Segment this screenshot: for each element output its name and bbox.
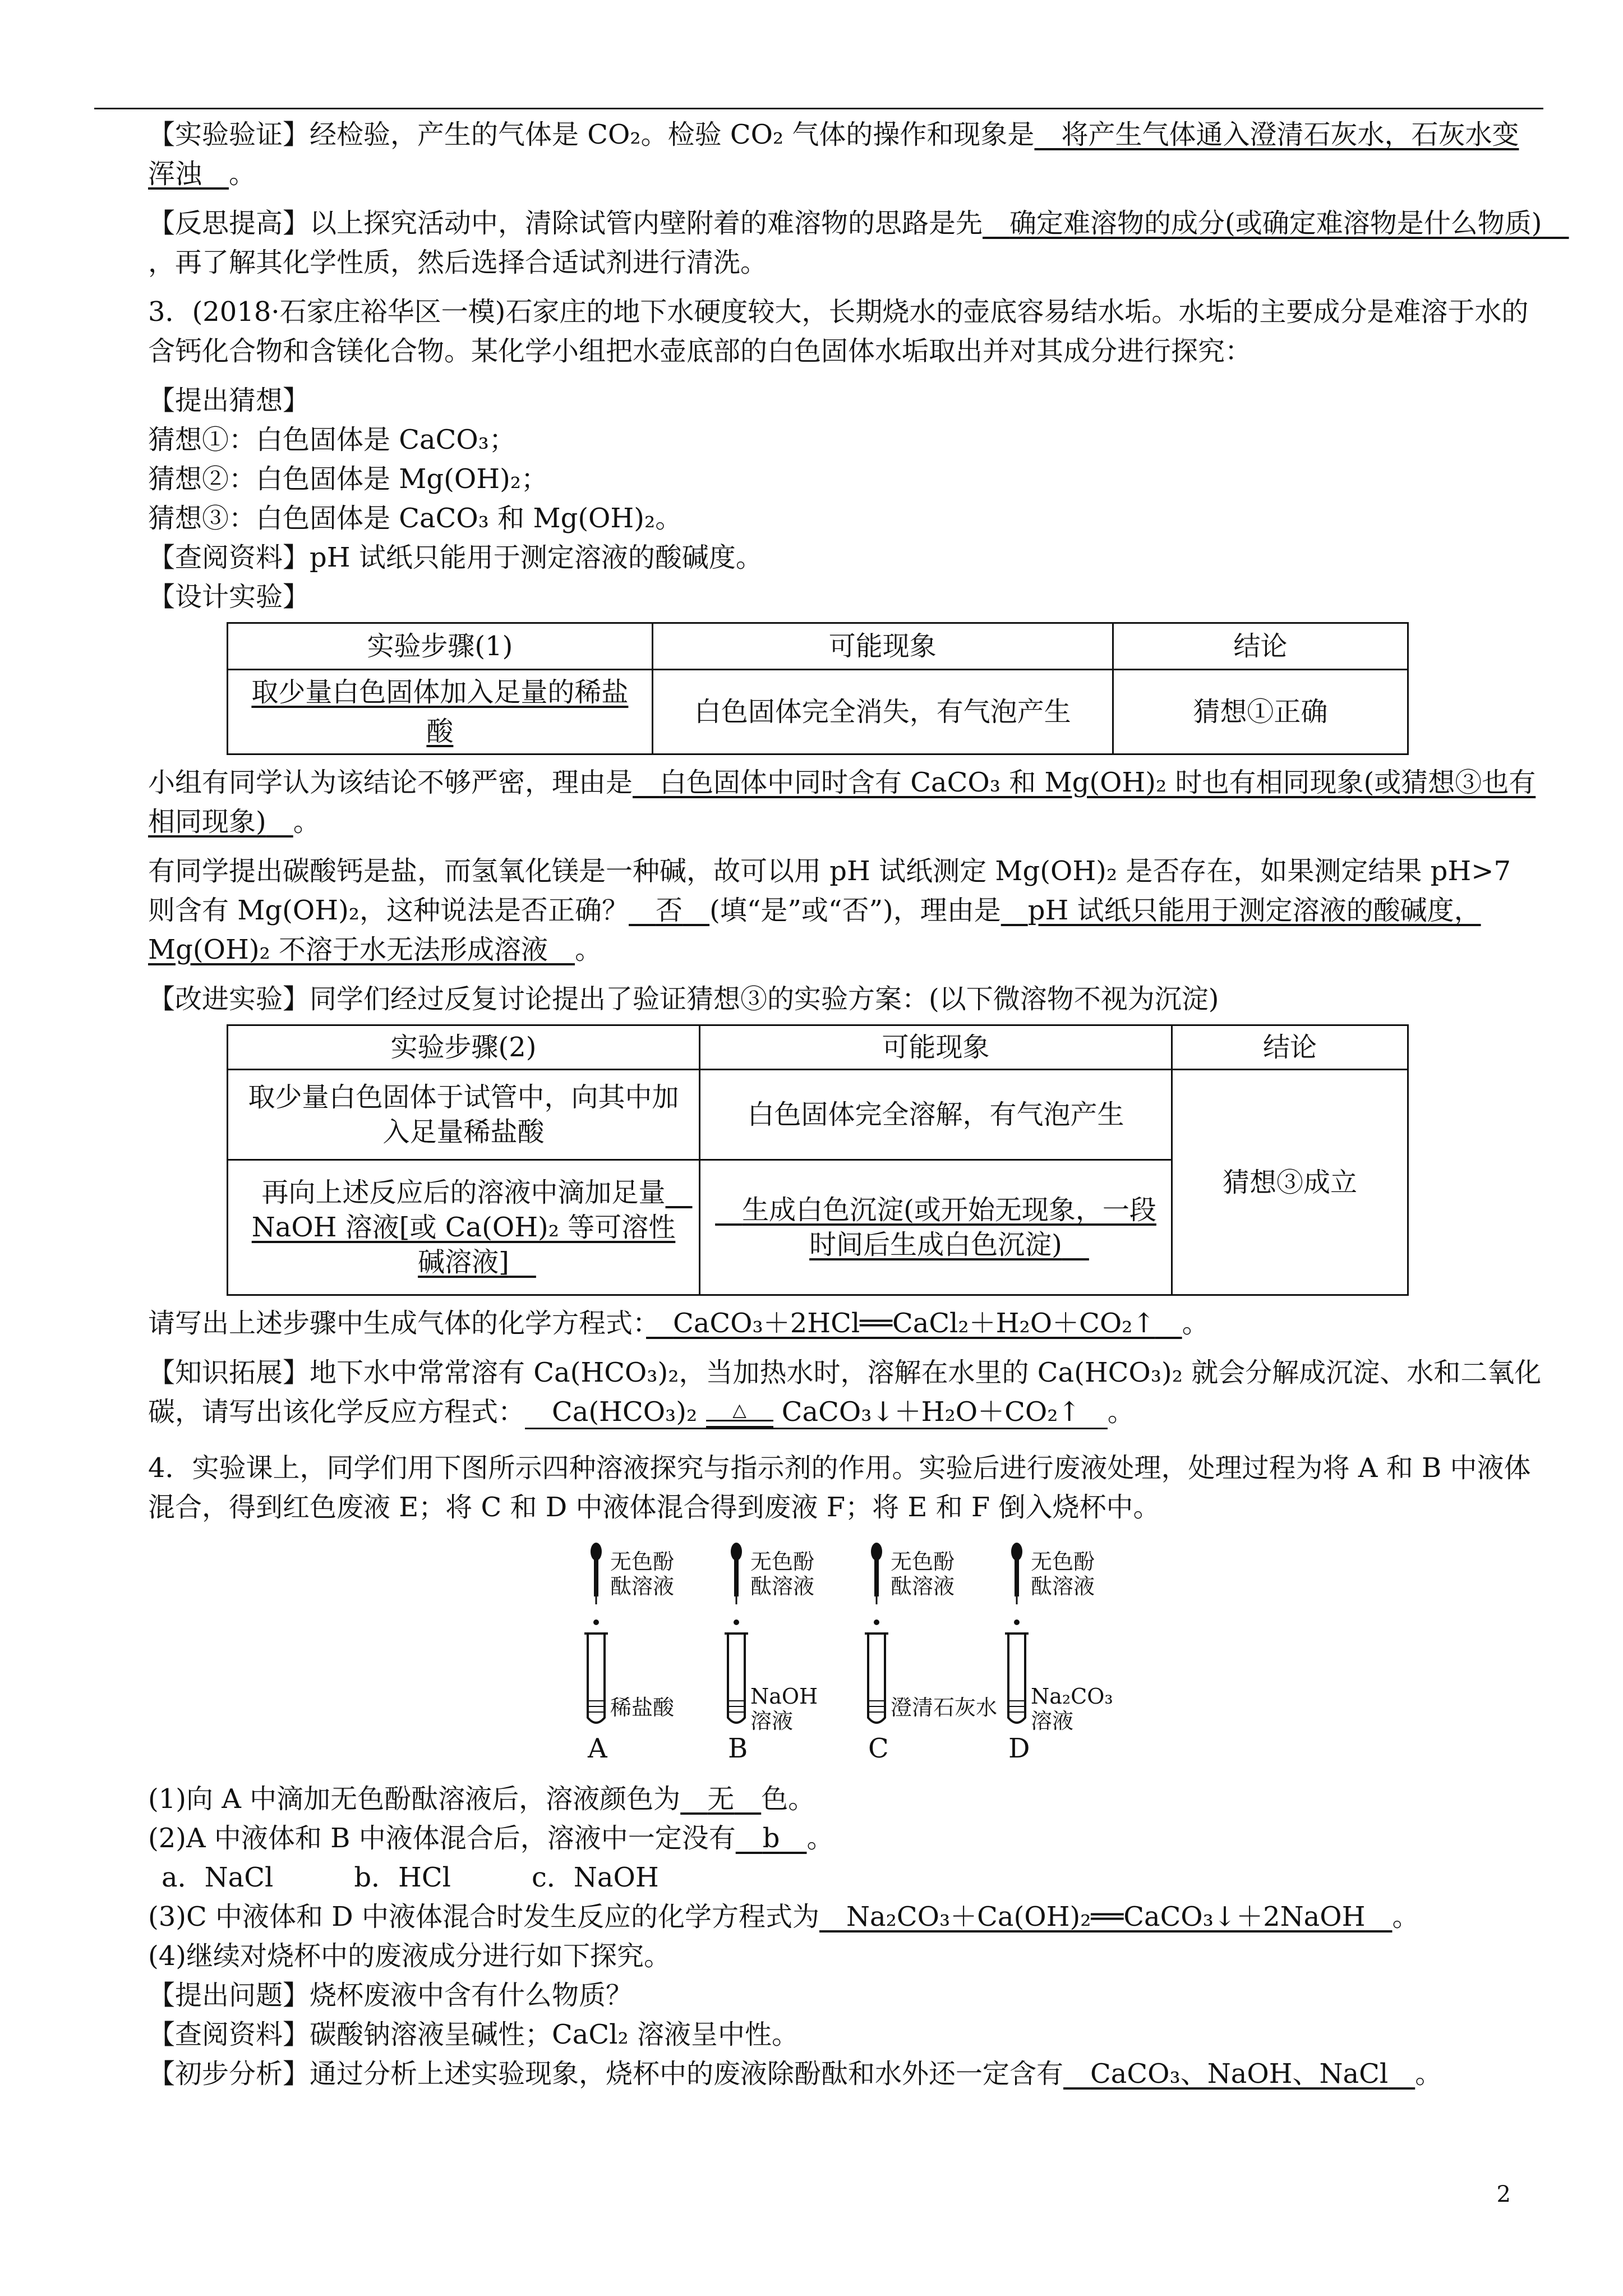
header-rule	[94, 108, 1543, 109]
tube-letter: B	[728, 1733, 748, 1764]
liquid-label: Na₂CO₃溶液	[1031, 1684, 1113, 1733]
reflect-paragraph	[94, 204, 1543, 282]
table-cell: 白色固体完全溶解，有气泡产生	[700, 1070, 1172, 1160]
dropper-label: 无色酚酞溶液	[750, 1549, 815, 1599]
info-paragraph: 【查阅资料】pH 试纸只能用于测定溶液的酸碱度。	[148, 542, 763, 573]
table-header: 可能现象	[700, 1025, 1172, 1070]
info-paragraph-2: 【查阅资料】碳酸钠溶液呈碱性；CaCl₂ 溶液呈中性。	[148, 2019, 799, 2050]
dropper-label: 无色酚酞溶液	[610, 1549, 675, 1599]
answer-text: CaCO₃＋2HCl══CaCl₂＋H₂O＋CO₂↑	[673, 1308, 1155, 1339]
table-cell: 猜想③成立	[1172, 1070, 1408, 1295]
section-tag: 【提出猜想】	[148, 385, 310, 416]
tube-d-group	[986, 1538, 1126, 1768]
body-text: 以上探究活动中，清除试管内壁附着的难溶物的思路是先	[310, 208, 983, 239]
tube-c-group	[846, 1538, 998, 1768]
answer-text: CaCO₃、NaOH、NaCl	[1090, 2058, 1389, 2090]
question-3-intro: 3．(2018·石家庄裕华区一模)石家庄的地下水硬度较大，长期烧水的壶底容易结水垢。水垢的主要成分是难溶于水的含钙化合物和含镁化合物。某化学小组把水壶底部的白色固体水垢取出并对其成分进行探究：	[148, 296, 1529, 367]
document-body	[94, 115, 1543, 2093]
answer-text: b	[762, 1823, 780, 1854]
table-cell: 再向上述反应后的溶液中滴加足量 NaOH 溶液[或 Ca(OH)₂ 等可溶性碱溶液]	[228, 1160, 700, 1295]
tube-letter: A	[588, 1733, 607, 1764]
q4-sub-2: (2)A 中液体和 B 中液体混合后，溶液中一定没有 b 。	[148, 1823, 834, 1854]
answer-text: pH 试纸只能用于测定溶液的酸碱度，Mg(OH)₂ 不溶于水无法形成溶液	[148, 895, 1481, 965]
answer-text: 白色固体中同时含有 CaCO₃ 和 Mg(OH)₂ 时也有相同现象(或猜想③也有相同现象)	[148, 767, 1536, 838]
body-text: 经检验，产生的气体是 CO₂。检验 CO₂ 气体的操作和现象是	[310, 119, 1035, 150]
table-cell: 取少量白色固体于试管中，向其中加入足量稀盐酸	[228, 1070, 700, 1160]
q4-sub-3: (3)C 中液体和 D 中液体混合时发生反应的化学方程式为 Na₂CO₃＋Ca(OH)₂══CaCO₃↓＋2NaOH 。	[148, 1901, 1419, 1932]
dropper-label: 无色酚酞溶液	[1031, 1549, 1095, 1599]
guess-2: 猜想②：白色固体是 Mg(OH)₂；	[148, 463, 548, 495]
table-cell: 取少量白色固体加入足量的稀盐酸	[228, 670, 653, 754]
liquid-label: NaOH溶液	[750, 1684, 818, 1733]
table-header-row	[228, 623, 1408, 670]
dropper-label: 无色酚酞溶液	[891, 1549, 955, 1599]
answer-text: 确定难溶物的成分(或确定难溶物是什么物质)	[1009, 208, 1542, 239]
table-cell: 生成白色沉淀(或开始无现象，一段时间后生成白色沉淀)	[700, 1160, 1172, 1295]
extension-paragraph: 【知识拓展】地下水中常常溶有 Ca(HCO₃)₂，当加热水时，溶解在水里的 Ca(HCO₃)₂ 就会分解成沉淀、水和二氧化碳，请写出该化学反应方程式： Ca(HCO₃)₂ △ CaCO₃↓＋H₂O＋CO₂↑ 。	[94, 1353, 1543, 1432]
section-tag: 【反思提高】	[148, 208, 310, 239]
answer-text: 无	[707, 1783, 735, 1815]
answer-text: 将产生气体通入澄清石灰水，石灰水变浑浊	[148, 119, 1519, 190]
section-tag: 【实验验证】	[148, 119, 310, 150]
table-header-row	[228, 1025, 1408, 1070]
improve-paragraph: 【改进实验】同学们经过反复讨论提出了验证猜想③的实验方案：(以下微溶物不视为沉淀)	[148, 983, 1219, 1015]
question-4-intro: 4．实验课上，同学们用下图所示四种溶液探究与指示剂的作用。实验后进行废液处理，处理过程为将 A 和 B 中液体混合，得到红色废液 E；将 C 和 D 中液体混合得到废液 F；将 E 和 F 倒入烧杯中。	[148, 1452, 1531, 1523]
page-number: 2	[1496, 2182, 1511, 2207]
tube-letter: C	[868, 1733, 889, 1764]
experiment-table-1	[227, 622, 1409, 755]
table-cell: 猜想①正确	[1113, 670, 1408, 754]
answer-text: Ca(HCO₃)₂ △ CaCO₃↓＋H₂O＋CO₂↑	[525, 1396, 1108, 1429]
guess-3: 猜想③：白色固体是 CaCO₃ 和 Mg(OH)₂。	[148, 503, 683, 534]
experiment-table-2	[227, 1024, 1409, 1296]
q4-sub-4: (4)继续对烧杯中的废液成分进行如下探究。	[148, 1940, 671, 1972]
test-tube-figure	[565, 1538, 1126, 1768]
analysis-paragraph: 【初步分析】通过分析上述实验现象，烧杯中的废液除酚酞和水外还一定含有 CaCO₃、NaOH、NaCl 。	[148, 2058, 1442, 2090]
table-header: 结论	[1113, 623, 1408, 670]
table-cell: 白色固体完全消失，有气泡产生	[652, 670, 1113, 754]
section-tag: 【设计实验】	[148, 581, 310, 613]
q4-sub-1: (1)向 A 中滴加无色酚酞溶液后，溶液颜色为 无 色。	[148, 1783, 815, 1815]
paragraph-ph: 有同学提出碳酸钙是盐，而氢氧化镁是一种碱，故可以用 pH 试纸测定 Mg(OH)₂ 是否存在，如果测定结果 pH>7 则含有 Mg(OH)₂，这种说法是否正确？ 否 (填“是”或“否”)，理由是 pH 试纸只能用于测定溶液的酸碱度，Mg(OH)₂ 不溶于水无法形成溶液 。	[148, 855, 1511, 965]
answer-text: Na₂CO₃＋Ca(OH)₂══CaCO₃↓＋2NaOH	[846, 1901, 1366, 1932]
table-header: 结论	[1172, 1025, 1408, 1070]
table-header: 可能现象	[652, 623, 1113, 670]
tube-b-group	[706, 1538, 846, 1768]
table-header: 实验步骤(2)	[228, 1025, 700, 1070]
ask-paragraph: 【提出问题】烧杯废液中含有什么物质？	[148, 1980, 633, 2011]
table-header: 实验步骤(1)	[228, 623, 653, 670]
body-text: 。	[229, 158, 256, 190]
q4-options: a．NaCl b．HCl c．NaOH	[162, 1862, 659, 1893]
experiment-verify-paragraph	[94, 115, 1543, 194]
liquid-label: 澄清石灰水	[891, 1695, 998, 1720]
body-text: ，再了解其化学性质，然后选择合适试剂进行清洗。	[148, 247, 768, 278]
tube-a-group	[565, 1538, 706, 1768]
tube-letter: D	[1008, 1733, 1030, 1764]
paragraph-reason: 小组有同学认为该结论不够严密，理由是 白色固体中同时含有 CaCO₃ 和 Mg(OH)₂ 时也有相同现象(或猜想③也有相同现象) 。	[148, 767, 1536, 838]
answer-text: 否	[656, 895, 683, 926]
liquid-label: 稀盐酸	[610, 1695, 675, 1720]
table-row	[228, 1070, 1408, 1160]
equation-paragraph: 请写出上述步骤中生成气体的化学方程式： CaCO₃＋2HCl══CaCl₂＋H₂O＋CO₂↑ 。	[148, 1308, 1209, 1339]
guess-1: 猜想①：白色固体是 CaCO₃；	[148, 424, 516, 455]
table-row	[228, 670, 1408, 754]
